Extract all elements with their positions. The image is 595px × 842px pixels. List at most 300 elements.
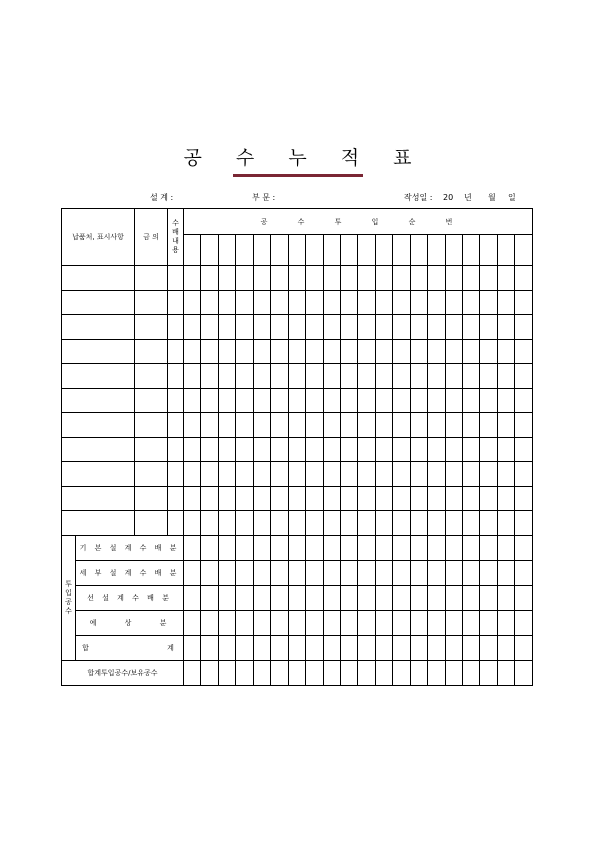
hours-cell [253,660,270,685]
hours-cell [428,560,445,585]
hours-cell [375,560,392,585]
hours-cell [201,535,218,560]
hours-cell [323,635,340,660]
hours-cell [463,585,480,610]
hours-cell [358,535,375,560]
hours-cell [393,462,410,487]
hours-cell [375,660,392,685]
hours-cell [271,585,288,610]
hours-cell [445,462,462,487]
hours-cell [288,388,305,413]
hours-cell [236,364,253,389]
hours-cell [306,610,323,635]
hours-cell [184,437,201,462]
hours-cell [375,315,392,340]
hours-cell [201,660,218,685]
hours-cell [463,266,480,291]
hours-cell [445,266,462,291]
hours-cell [497,266,514,291]
hours-cell [445,339,462,364]
receive-cell [168,364,184,389]
hours-cell [201,339,218,364]
hours-cell [323,535,340,560]
hours-cell [480,486,497,511]
hours-cell [236,388,253,413]
hours-cell [497,290,514,315]
hours-cell [480,610,497,635]
hours-cell [375,585,392,610]
amount-cell [135,266,168,291]
hours-cell [375,462,392,487]
hours-cell [271,266,288,291]
hours-cell [271,339,288,364]
hours-cell [445,364,462,389]
hours-cell [445,660,462,685]
hours-cell [323,339,340,364]
hours-cell [393,610,410,635]
hours-cell [184,290,201,315]
hours-cell [218,535,235,560]
client-cell [62,266,135,291]
hours-cell [271,486,288,511]
hours-cell [184,535,201,560]
hours-cell [463,462,480,487]
hours-cell [288,315,305,340]
hours-cell [184,635,201,660]
hours-cell [393,364,410,389]
hours-cell [340,560,357,585]
hours-cell [271,437,288,462]
hours-cell [428,511,445,536]
table-row [62,413,533,438]
hours-cell [253,535,270,560]
hours-cell [218,266,235,291]
hours-cell [253,413,270,438]
hours-cell [236,437,253,462]
client-cell [62,290,135,315]
hours-cell [358,339,375,364]
hours-cell [463,511,480,536]
hours-cell [271,413,288,438]
table-row [62,388,533,413]
hours-cell [340,266,357,291]
hours-cell [253,290,270,315]
hours-cell [393,660,410,685]
hours-cell [375,635,392,660]
hours-cell [201,610,218,635]
hours-cell [497,462,514,487]
hours-cell [340,635,357,660]
hours-cell [184,413,201,438]
hours-cell [410,511,427,536]
hours-cell [515,535,533,560]
hours-cell [306,511,323,536]
total-label: 합계투입공수/보유공수 [62,660,184,685]
hours-cell [323,560,340,585]
hours-cell [497,364,514,389]
hours-cell [218,660,235,685]
hours-cell [201,290,218,315]
hours-cell [340,610,357,635]
hours-cell [271,511,288,536]
client-cell [62,339,135,364]
hours-cell [393,535,410,560]
table-row [62,511,533,536]
page-title: 공 수 누 적 표 [183,147,426,169]
hours-cell [393,486,410,511]
amount-cell [135,364,168,389]
sequence-cell [428,235,445,266]
design-label: 설 계 : [150,193,174,202]
hours-cell [323,266,340,291]
amount-cell [135,413,168,438]
hours-cell [497,315,514,340]
hours-cell [497,585,514,610]
receive-header: 수 배 내 용 [168,209,184,266]
hours-cell [271,660,288,685]
hours-cell [480,585,497,610]
hours-cell [358,560,375,585]
hours-cell [323,511,340,536]
hours-cell [497,511,514,536]
hours-cell [358,437,375,462]
hours-cell [218,290,235,315]
hours-cell [358,486,375,511]
hours-cell [288,535,305,560]
hours-cell [288,511,305,536]
client-cell [62,462,135,487]
hours-cell [445,413,462,438]
hours-cell [236,585,253,610]
hours-cell [201,462,218,487]
hours-cell [358,388,375,413]
day-label: 일 [508,193,516,202]
client-header: 납품처, 표시사항 [62,209,135,266]
receive-cell [168,437,184,462]
footer-row-label: 기 본 설 계 수 배 분 [76,535,184,560]
hours-cell [463,364,480,389]
hours-cell [463,315,480,340]
hours-cell [428,437,445,462]
hours-cell [393,388,410,413]
hours-cell [271,462,288,487]
hours-cell [463,535,480,560]
hours-cell [480,339,497,364]
amount-cell [135,437,168,462]
hours-cell [375,486,392,511]
hours-cell [184,388,201,413]
hours-cell [497,486,514,511]
receive-cell [168,315,184,340]
hours-cell [463,388,480,413]
amount-cell [135,511,168,536]
hours-cell [393,315,410,340]
amount-cell [135,388,168,413]
hours-cell [445,486,462,511]
hours-cell [271,635,288,660]
receive-cell [168,413,184,438]
hours-cell [271,290,288,315]
hours-cell [410,437,427,462]
hours-cell [497,413,514,438]
sequence-cell [218,235,235,266]
hours-cell [236,511,253,536]
table-row [62,315,533,340]
hours-cell [463,635,480,660]
hours-cell [480,560,497,585]
hours-cell [218,364,235,389]
dept-label: 부 문 : [252,193,276,202]
client-cell [62,315,135,340]
hours-cell [288,486,305,511]
hours-cell [515,486,533,511]
receive-cell [168,290,184,315]
hours-cell [236,315,253,340]
hours-cell [306,462,323,487]
hours-cell [201,437,218,462]
hours-cell [393,437,410,462]
hours-cell [218,315,235,340]
hours-cell [428,388,445,413]
hours-cell [463,437,480,462]
sequence-cell [340,235,357,266]
hours-cell [428,290,445,315]
hours-cell [410,560,427,585]
hours-cell [340,535,357,560]
hours-cell [497,535,514,560]
hours-cell [184,610,201,635]
sequence-cell [375,235,392,266]
hours-cell [410,610,427,635]
footer-row-label: 합 계 [76,635,184,660]
hours-cell [375,266,392,291]
year-prefix: 20 [443,193,454,202]
hours-cell [497,388,514,413]
hours-cell [480,511,497,536]
hours-cell [306,560,323,585]
sequence-cell [253,235,270,266]
receive-cell [168,266,184,291]
hours-cell [306,660,323,685]
hours-cell [410,364,427,389]
hours-cell [201,266,218,291]
hours-cell [375,511,392,536]
hours-cell [236,560,253,585]
client-cell [62,388,135,413]
hours-cell [410,315,427,340]
hours-cell [463,413,480,438]
hours-cell [306,266,323,291]
amount-cell [135,290,168,315]
hours-cell [218,462,235,487]
hours-cell [236,486,253,511]
hours-cell [393,413,410,438]
hours-cell [393,585,410,610]
table-row [62,364,533,389]
hours-cell [236,266,253,291]
table-row [62,462,533,487]
hours-cell [358,511,375,536]
sequence-cell [480,235,497,266]
hours-cell [306,364,323,389]
footer-row-label: 선 설 계 수 배 분 [76,585,184,610]
receive-cell [168,339,184,364]
sequence-cell [288,235,305,266]
hours-cell [375,388,392,413]
hours-cell [497,610,514,635]
receive-cell [168,462,184,487]
hours-cell [340,437,357,462]
hours-cell [445,290,462,315]
hours-cell [218,339,235,364]
client-cell [62,437,135,462]
hours-grid [61,208,533,686]
hours-cell [271,315,288,340]
hours-cell [218,585,235,610]
hours-cell [515,290,533,315]
hours-cell [358,660,375,685]
hours-cell [410,266,427,291]
hours-cell [306,437,323,462]
hours-cell [445,437,462,462]
sequence-cell [463,235,480,266]
hours-cell [393,266,410,291]
hours-cell [480,290,497,315]
footer-row [62,535,533,560]
hours-cell [218,437,235,462]
hours-cell [201,388,218,413]
client-cell [62,413,135,438]
hours-cell [428,339,445,364]
hours-cell [253,610,270,635]
hours-cell [236,660,253,685]
hours-cell [184,266,201,291]
sequence-cell [515,235,533,266]
table-row [62,266,533,291]
hours-cell [375,535,392,560]
client-cell [62,486,135,511]
hours-cell [323,610,340,635]
hours-cell [184,364,201,389]
hours-cell [375,290,392,315]
hours-cell [288,364,305,389]
hours-cell [480,660,497,685]
hours-cell [323,660,340,685]
hours-cell [515,635,533,660]
hours-cell [340,660,357,685]
hours-cell [480,266,497,291]
hours-cell [393,635,410,660]
client-cell [62,364,135,389]
hours-cell [393,339,410,364]
hours-cell [410,413,427,438]
hours-cell [253,339,270,364]
hours-cell [410,486,427,511]
hours-cell [463,660,480,685]
hours-cell [515,364,533,389]
hours-cell [463,560,480,585]
hours-cell [184,339,201,364]
hours-cell [410,388,427,413]
amount-cell [135,315,168,340]
hours-cell [515,339,533,364]
hours-cell [201,315,218,340]
month-label: 월 [488,193,496,202]
hours-cell [323,585,340,610]
hours-cell [358,266,375,291]
hours-cell [393,511,410,536]
hours-cell [358,364,375,389]
hours-cell [323,437,340,462]
hours-cell [445,610,462,635]
hours-cell [184,511,201,536]
hours-cell [428,364,445,389]
hours-cell [288,585,305,610]
hours-cell [375,413,392,438]
client-cell [62,511,135,536]
hours-cell [271,610,288,635]
hours-cell [428,462,445,487]
amount-header: 금 의 [135,209,168,266]
hours-cell [480,315,497,340]
input-hours-side-label: 투 입 공 수 [62,535,76,660]
hours-cell [218,511,235,536]
footer-row [62,560,533,585]
hours-cell [497,339,514,364]
hours-cell [253,635,270,660]
hours-cell [358,610,375,635]
hours-cell [410,339,427,364]
hours-cell [515,462,533,487]
footer-row-label: 세 부 설 계 수 배 분 [76,560,184,585]
hours-cell [515,437,533,462]
hours-cell [288,266,305,291]
hours-cell [288,290,305,315]
hours-cell [218,610,235,635]
hours-cell [340,290,357,315]
hours-cell [358,315,375,340]
receive-cell [168,511,184,536]
hours-cell [201,486,218,511]
hours-cell [271,364,288,389]
hours-cell [236,339,253,364]
hours-cell [236,462,253,487]
hours-cell [375,339,392,364]
hours-cell [288,413,305,438]
hours-cell [410,660,427,685]
hours-cell [340,388,357,413]
table-row [62,437,533,462]
hours-cell [306,339,323,364]
hours-cell [340,462,357,487]
title-underline [233,174,363,177]
hours-cell [323,315,340,340]
hours-cell [323,413,340,438]
hours-cell [515,315,533,340]
hours-cell [184,315,201,340]
hours-cell [253,560,270,585]
hours-cell [218,486,235,511]
receive-cell [168,388,184,413]
hours-cell [184,486,201,511]
hours-cell [288,610,305,635]
hours-cell [515,266,533,291]
footer-row [62,610,533,635]
hours-cell [375,364,392,389]
hours-cell [358,413,375,438]
amount-cell [135,339,168,364]
hours-cell [428,660,445,685]
